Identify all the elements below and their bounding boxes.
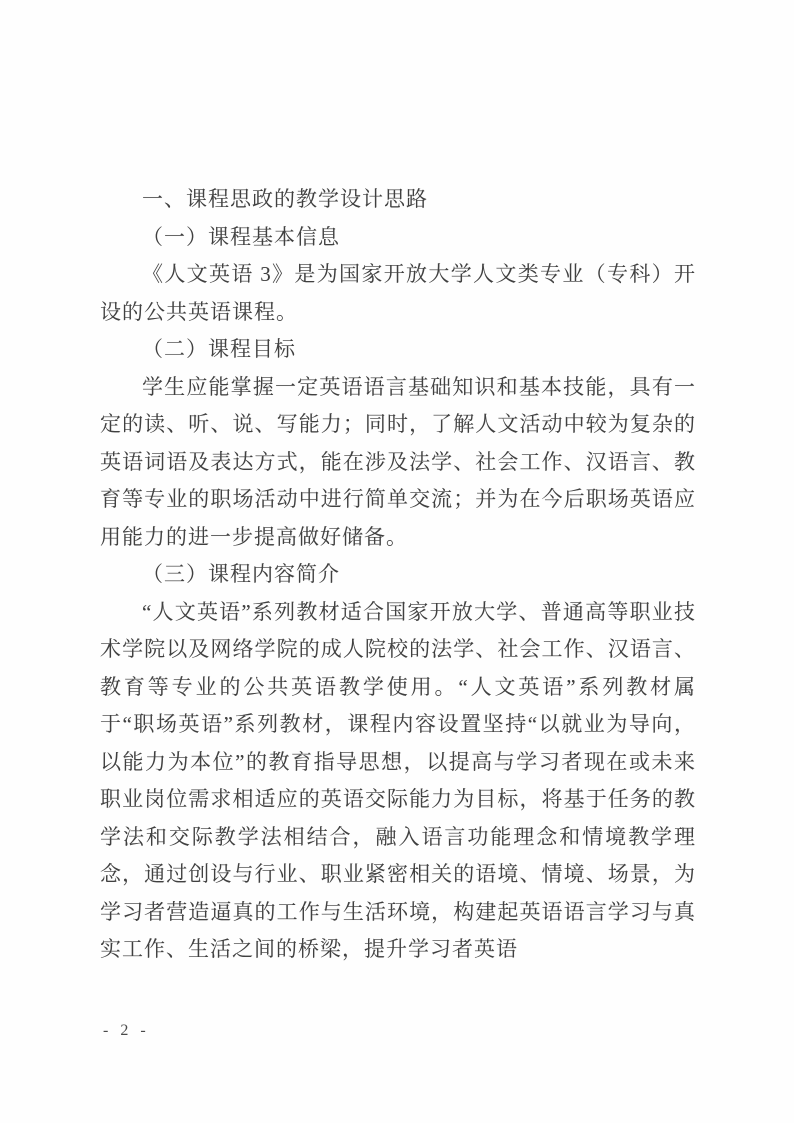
- heading: 一、课程思政的教学设计思路: [142, 187, 428, 211]
- document-body: [100, 181, 696, 969]
- page-number: - 2 -: [103, 1022, 150, 1039]
- subheading: （一）课程基本信息: [142, 224, 340, 249]
- subheading: （三）课程内容简介: [142, 562, 340, 586]
- paragraph: “人文英语”系列教材适合国家开放大学、普通高等职业技术学院以及网络学院的成人院校的法学、社会工作、汉语言、教育等专业的公共英语教学使用。“人文英语”系列教材属于“职场英语”系列教材，课程内容设置坚持“以就业为导向，以能力为本位”的教育指导思想，以提高与学习者现在或未来职业岗位需求相适应的英语交际能力为目标，将基于任务的教学法和交际教学法相结合，融入语言功能理念和情境教学理念，通过创设与行业、职业紧密相关的语境、情境、场景，为学习者营造逼真的工作与生活环境，构建起英语语言学习与真实工作、生活之间的桥梁，提升学习者英语: [100, 599, 696, 961]
- subheading: （二）课程目标: [142, 337, 296, 361]
- paragraph: 学生应能掌握一定英语语言基础知识和基本技能，具有一定的读、听、说、写能力；同时，了解人文活动中较为复杂的英语词语及表达方式，能在涉及法学、社会工作、汉语言、教育等专业的职场活动中进行简单交流；并为在今后职场英语应用能力的进一步提高做好储备。: [100, 374, 696, 549]
- paragraph: 《人文英语 3》是为国家开放大学人文类专业（专科）开设的公共英语课程。: [100, 262, 696, 324]
